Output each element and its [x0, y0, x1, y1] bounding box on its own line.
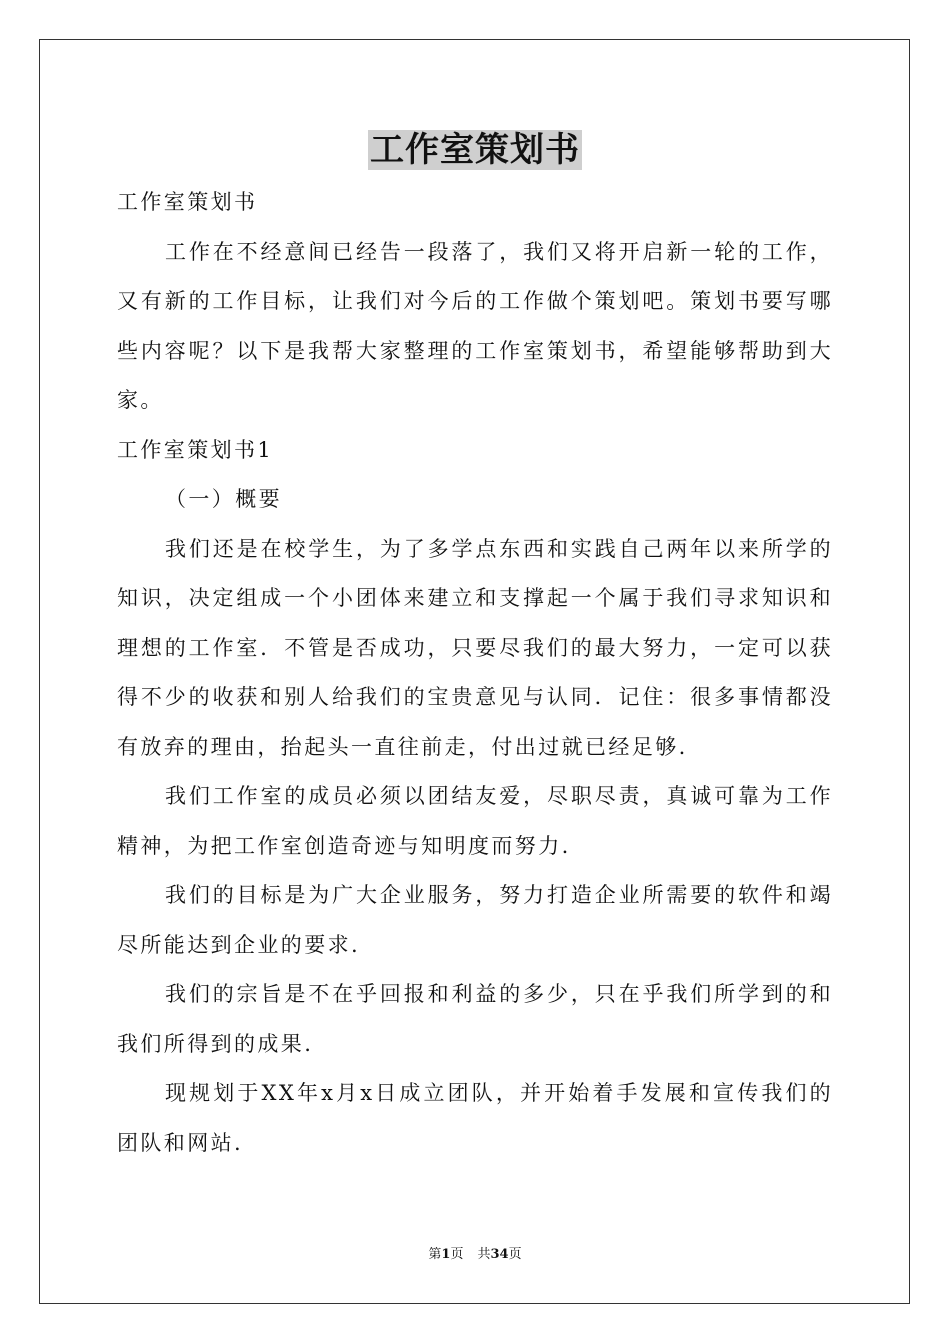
section-heading: 工作室策划书1: [117, 437, 274, 462]
paragraph: 工作在不经意间已经告一段落了，我们又将开启新一轮的工作，又有新的工作目标，让我们对今后的工作做个策划吧。策划书要写哪些内容呢？以下是我帮大家整理的工作室策划书，希望能够帮助到大家。: [117, 239, 833, 412]
paragraph: 我们工作室的成员必须以团结友爱，尽职尽责，真诚可靠为工作精神，为把工作室创造奇迹与知明度而努力.: [117, 784, 833, 858]
total-pages: 34: [490, 1247, 509, 1262]
subsection-heading: （一）概要: [165, 487, 282, 511]
total-prefix: 共: [477, 1247, 491, 1262]
document-title: [0, 127, 950, 173]
paragraph: 我们的目标是为广大企业服务，努力打造企业所需要的软件和竭尽所能达到企业的要求.: [117, 883, 833, 957]
page-suffix: 页: [450, 1247, 464, 1262]
paragraph: 现规划于XX年x月x日成立团队，并开始着手发展和宣传我们的团队和网站.: [117, 1081, 833, 1155]
paragraph: 工作室策划书: [117, 190, 258, 214]
paragraph: 我们的宗旨是不在乎回报和利益的多少，只在乎我们所学到的和我们所得到的成果.: [117, 982, 833, 1056]
total-suffix: 页: [508, 1247, 522, 1262]
page-prefix: 第: [428, 1247, 442, 1262]
page-footer: [0, 1246, 950, 1264]
paragraph: 我们还是在校学生，为了多学点东西和实践自己两年以来所学的知识，决定组成一个小团体来建立和支撑起一个属于我们寻求知识和理想的工作室．不管是否成功，只要尽我们的最大努力，一定可以获得不少的收获和别人给我们的宝贵意见与认同．记住：很多事情都没有放弃的理由，抬起头一直往前走，付出过就已经足够.: [117, 536, 833, 759]
document-body: [117, 178, 833, 1168]
document-title-text: 工作室策划书: [370, 130, 580, 170]
page-number: 1: [441, 1247, 451, 1262]
